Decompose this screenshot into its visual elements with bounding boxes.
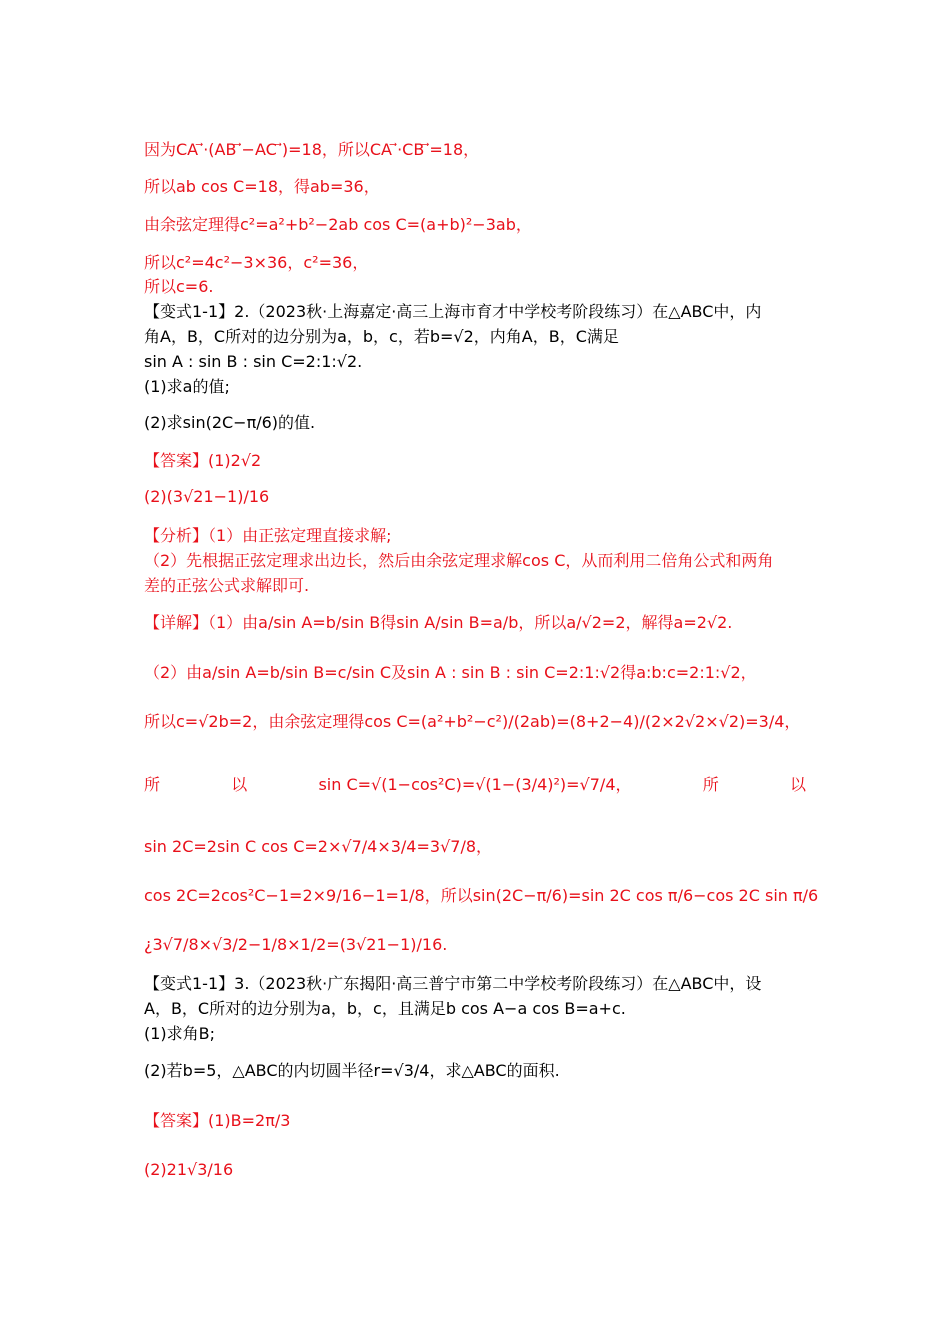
solution-line-5: 所以c=6. (144, 277, 214, 296)
problem-3-answer-2: (2)21√3/16 (144, 1160, 234, 1179)
problem-2-detail-2: （2）由a/sin A=b/sin B=c/sin C及sin A : sin B : sin C=2:1:√2得a:b:c=2:1:√2， (144, 663, 757, 682)
problem-2-detail-1: 【详解】（1）由a/sin A=b/sin B得sin A/sin B=a/b，所以a/√2=2，解得a=2√2. (144, 613, 733, 632)
problem-2-question-2: (2)求sin(2C−π/6)的值. (144, 413, 316, 432)
problem-2-analysis-3: 差的正弦公式求解即可. (144, 576, 310, 595)
justified-formula: sin C=√(1−cos²C)=√(1−(3/4)²)=√7/4， (318, 775, 632, 794)
problem-2-heading: 【变式1-1】2.（2023秋·上海嘉定·高三上海市育才中学校考阶段练习）在△ABC中，内 (144, 302, 762, 321)
problem-2-answer-1: 【答案】(1)2√2 (144, 451, 262, 470)
problem-2-question-1: (1)求a的值; (144, 377, 230, 396)
justified-word: 所 (702, 775, 719, 794)
solution-line-3: 由余弦定理得c²=a²+b²−2ab cos C=(a+b)²−3ab， (144, 215, 532, 234)
problem-3-heading: 【变式1-1】3.（2023秋·广东揭阳·高三普宁市第二中学校考阶段练习）在△ABC中，设 (144, 974, 762, 993)
problem-2-detail-5: sin 2C=2sin C cos C=2×√7/4×3/4=3√7/8， (144, 837, 493, 856)
justified-word: 以 (231, 775, 248, 794)
problem-2-detail-6: cos 2C=2cos²C−1=2×9/16−1=1/8，所以sin(2C−π/6)=sin 2C cos π/6−cos 2C sin π/6 (144, 886, 819, 905)
solution-line-4: 所以c²=4c²−3×36，c²=36， (144, 253, 369, 272)
problem-3-question-2: (2)若b=5，△ABC的内切圆半径r=√3/4，求△ABC的面积. (144, 1061, 560, 1080)
justified-word: 以 (789, 775, 806, 794)
problem-2-detail-3: 所以c=√2b=2，由余弦定理得cos C=(a²+b²−c²)/(2ab)=(8+2−4)/(2×2√2×√2)=3/4， (144, 712, 801, 731)
problem-2-answer-2: (2)(3√21−1)/16 (144, 487, 270, 506)
problem-2-detail-7: ¿3√7/8×√3/2−1/8×1/2=(3√21−1)/16. (144, 935, 448, 954)
justified-word: 所 (144, 775, 161, 794)
problem-3-answer-1: 【答案】(1)B=2π/3 (144, 1111, 291, 1130)
problem-2-text-1: 角A，B，C所对的边分别为a，b，c，若b=√2，内角A，B，C满足 (144, 327, 619, 346)
problem-2-analysis-1: 【分析】（1）由正弦定理直接求解; (144, 526, 392, 545)
problem-3-text-1: A，B，C所对的边分别为a，b，c，且满足b cos A−a cos B=a+c. (144, 999, 626, 1018)
problem-2-analysis-2: （2）先根据正弦定理求出边长，然后由余弦定理求解cos C，从而利用二倍角公式和两角 (144, 551, 774, 570)
solution-line-1: 因为CA ⃗·(AB ⃗−AC ⃗)=18，所以CA ⃗·CB ⃗=18， (144, 140, 480, 159)
problem-3-question-1: (1)求角B; (144, 1024, 216, 1043)
problem-2-text-2: sin A : sin B : sin C=2:1:√2. (144, 352, 363, 371)
problem-2-detail-4 (144, 775, 806, 795)
solution-line-2: 所以ab cos C=18，得ab=36， (144, 177, 380, 196)
